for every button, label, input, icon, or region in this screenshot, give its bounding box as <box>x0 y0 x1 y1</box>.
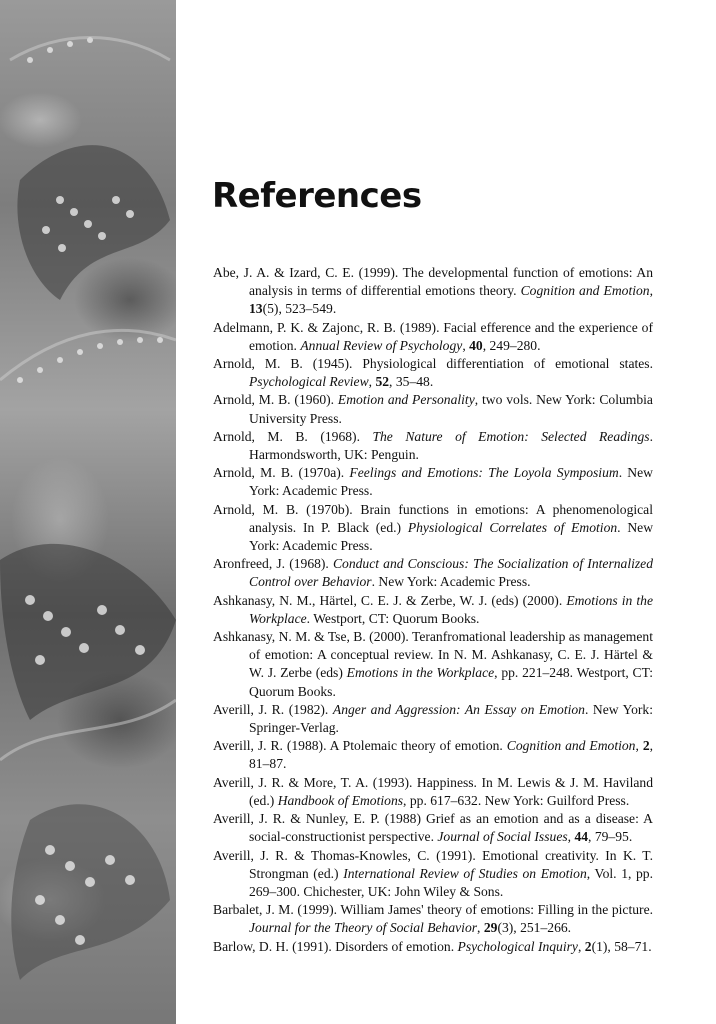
reference-bold: 13 <box>249 301 263 317</box>
reference-italic: Cognition and Emotion <box>520 283 650 299</box>
reference-bold: 44 <box>574 829 589 845</box>
reference-bold: 2 <box>642 738 650 754</box>
reference-entry <box>213 810 653 846</box>
reference-post: , 249–280. <box>482 337 541 353</box>
reference-mid: , <box>477 920 484 936</box>
reference-pre: Adelmann, P. K. & Zajonc, R. B. (1989). Facial efference and the experience of emotion. <box>213 319 653 353</box>
reference-entry <box>213 847 653 902</box>
reference-bold: 29 <box>483 920 498 936</box>
reference-italic: Emotions in the Workplace <box>346 665 495 681</box>
reference-entry <box>213 737 653 773</box>
reference-entry <box>213 355 653 391</box>
reference-post: . New York: Academic Press. <box>249 519 654 554</box>
reference-mid: , <box>635 738 643 754</box>
reference-pre: Arnold, M. B. (1970b). Brain functions in emotions: A phenomenological analysis. In P. Black (ed.) <box>213 501 653 535</box>
reference-italic: Cognition and Emotion <box>506 738 636 754</box>
reference-bold: 52 <box>375 374 390 390</box>
reference-italic: Emotions in the Workplace <box>249 592 653 626</box>
reference-pre: Arnold, M. B. (1968). <box>213 428 373 444</box>
reference-post: (5), 523–549. <box>262 301 337 317</box>
reference-pre: Barlow, D. H. (1991). Disorders of emotion. <box>213 938 458 954</box>
reference-entry <box>213 501 653 556</box>
reference-mid: , <box>462 337 470 353</box>
reference-italic: Feelings and Emotions: The Loyola Symposium <box>349 465 619 481</box>
reference-pre: Abe, J. A. & Izard, C. E. (1999). The developmental function of emotions: An analysis in terms of differential emotions theory. <box>213 265 653 299</box>
reference-entry <box>213 592 653 628</box>
decorative-side-art <box>0 0 176 1024</box>
reference-post: , pp. 221–248. Westport, CT: Quorum Books. <box>249 665 653 699</box>
reference-mid: , <box>368 374 376 390</box>
reference-post: , 81–87. <box>249 738 654 772</box>
reference-entry <box>213 264 653 319</box>
reference-italic: Handbook of Emotions <box>277 792 404 808</box>
reference-italic: International Review of Studies on Emotion <box>343 865 587 881</box>
reference-post: . Westport, CT: Quorum Books. <box>306 610 480 626</box>
reference-entry <box>213 774 653 810</box>
reference-italic: Emotion and Personality <box>337 392 475 408</box>
reference-post: , two vols. New York: Columbia University Press. <box>249 392 653 426</box>
reference-pre: Arnold, M. B. (1945). Physiological differentiation of emotional states. <box>213 356 653 372</box>
reference-italic: The Nature of Emotion: Selected Readings <box>372 428 650 444</box>
reference-italic: Journal of Social Issues <box>437 829 568 845</box>
reference-post: , pp. 617–632. New York: Guilford Press. <box>403 792 630 808</box>
reference-mid: , <box>577 938 585 954</box>
reference-italic: Psychological Inquiry <box>457 938 578 954</box>
reference-italic: Anger and Aggression: An Essay on Emotion <box>332 701 585 717</box>
reference-italic: Annual Review of Psychology <box>300 337 463 353</box>
reference-italic: Journal for the Theory of Social Behavior <box>249 920 478 936</box>
reference-italic: Conduct and Conscious: The Socialization of Internalized Control over Behavior <box>249 556 653 590</box>
reference-entry <box>213 701 653 737</box>
reference-post: (3), 251–266. <box>497 920 572 936</box>
page-title: References <box>212 176 422 216</box>
reference-entry <box>213 938 653 956</box>
reference-pre: Barbalet, J. M. (1999). William James' theory of emotions: Filling in the picture. <box>213 902 653 918</box>
reference-post: (1), 58–71. <box>591 938 652 954</box>
reference-pre: Averill, J. R. & More, T. A. (1993). Happiness. In M. Lewis & J. M. Haviland (ed.) <box>213 774 653 808</box>
reference-mid: , <box>649 283 653 299</box>
reference-entry <box>213 428 653 464</box>
reference-italic: Psychological Review <box>249 374 369 390</box>
reference-entry <box>213 628 653 701</box>
reference-entry <box>213 901 653 937</box>
reference-pre: Ashkanasy, N. M., Härtel, C. E. J. & Zerbe, W. J. (eds) (2000). <box>213 592 567 608</box>
reference-entry <box>213 464 653 500</box>
reference-mid: , <box>567 829 575 845</box>
reference-pre: Arnold, M. B. (1960). <box>213 392 338 408</box>
reference-bold: 2 <box>584 938 592 954</box>
reference-pre: Averill, J. R. (1982). <box>213 701 333 717</box>
reference-bold: 40 <box>469 337 483 353</box>
reference-post: . New York: Academic Press. <box>371 574 531 590</box>
reference-pre: Averill, J. R. & Nunley, E. P. (1988) Grief as an emotion and as a disease: A social-constructionist perspective. <box>213 811 653 845</box>
reference-pre: Aronfreed, J. (1968). <box>213 556 333 572</box>
reference-pre: Averill, J. R. & Thomas-Knowles, C. (1991). Emotional creativity. In K. T. Strongman (ed.) <box>213 847 653 881</box>
reference-pre: Averill, J. R. (1988). A Ptolemaic theory of emotion. <box>213 738 507 754</box>
reference-pre: Arnold, M. B. (1970a). <box>213 465 350 481</box>
reference-entry <box>213 555 653 591</box>
reference-entry <box>213 319 653 355</box>
reference-list <box>213 264 653 956</box>
reference-entry <box>213 391 653 427</box>
dot-pattern-art <box>0 0 176 1024</box>
reference-pre: Ashkanasy, N. M. & Tse, B. (2000). Teranfromational leadership as management of emotion: A conceptual review. In N. M. Ashkanasy, C. E. J. Härtel & W. J. Zerbe (eds) <box>213 629 653 681</box>
reference-post: . Harmondsworth, UK: Penguin. <box>249 428 653 463</box>
reference-post: , Vol. 1, pp. 269–300. Chichester, UK: John Wiley & Sons. <box>249 865 653 899</box>
reference-italic: Physiological Correlates of Emotion <box>407 519 618 535</box>
reference-post: . New York: Springer-Verlag. <box>249 701 653 736</box>
reference-post: , 79–95. <box>588 829 633 845</box>
reference-post: . New York: Academic Press. <box>249 465 653 499</box>
reference-post: , 35–48. <box>389 374 434 390</box>
